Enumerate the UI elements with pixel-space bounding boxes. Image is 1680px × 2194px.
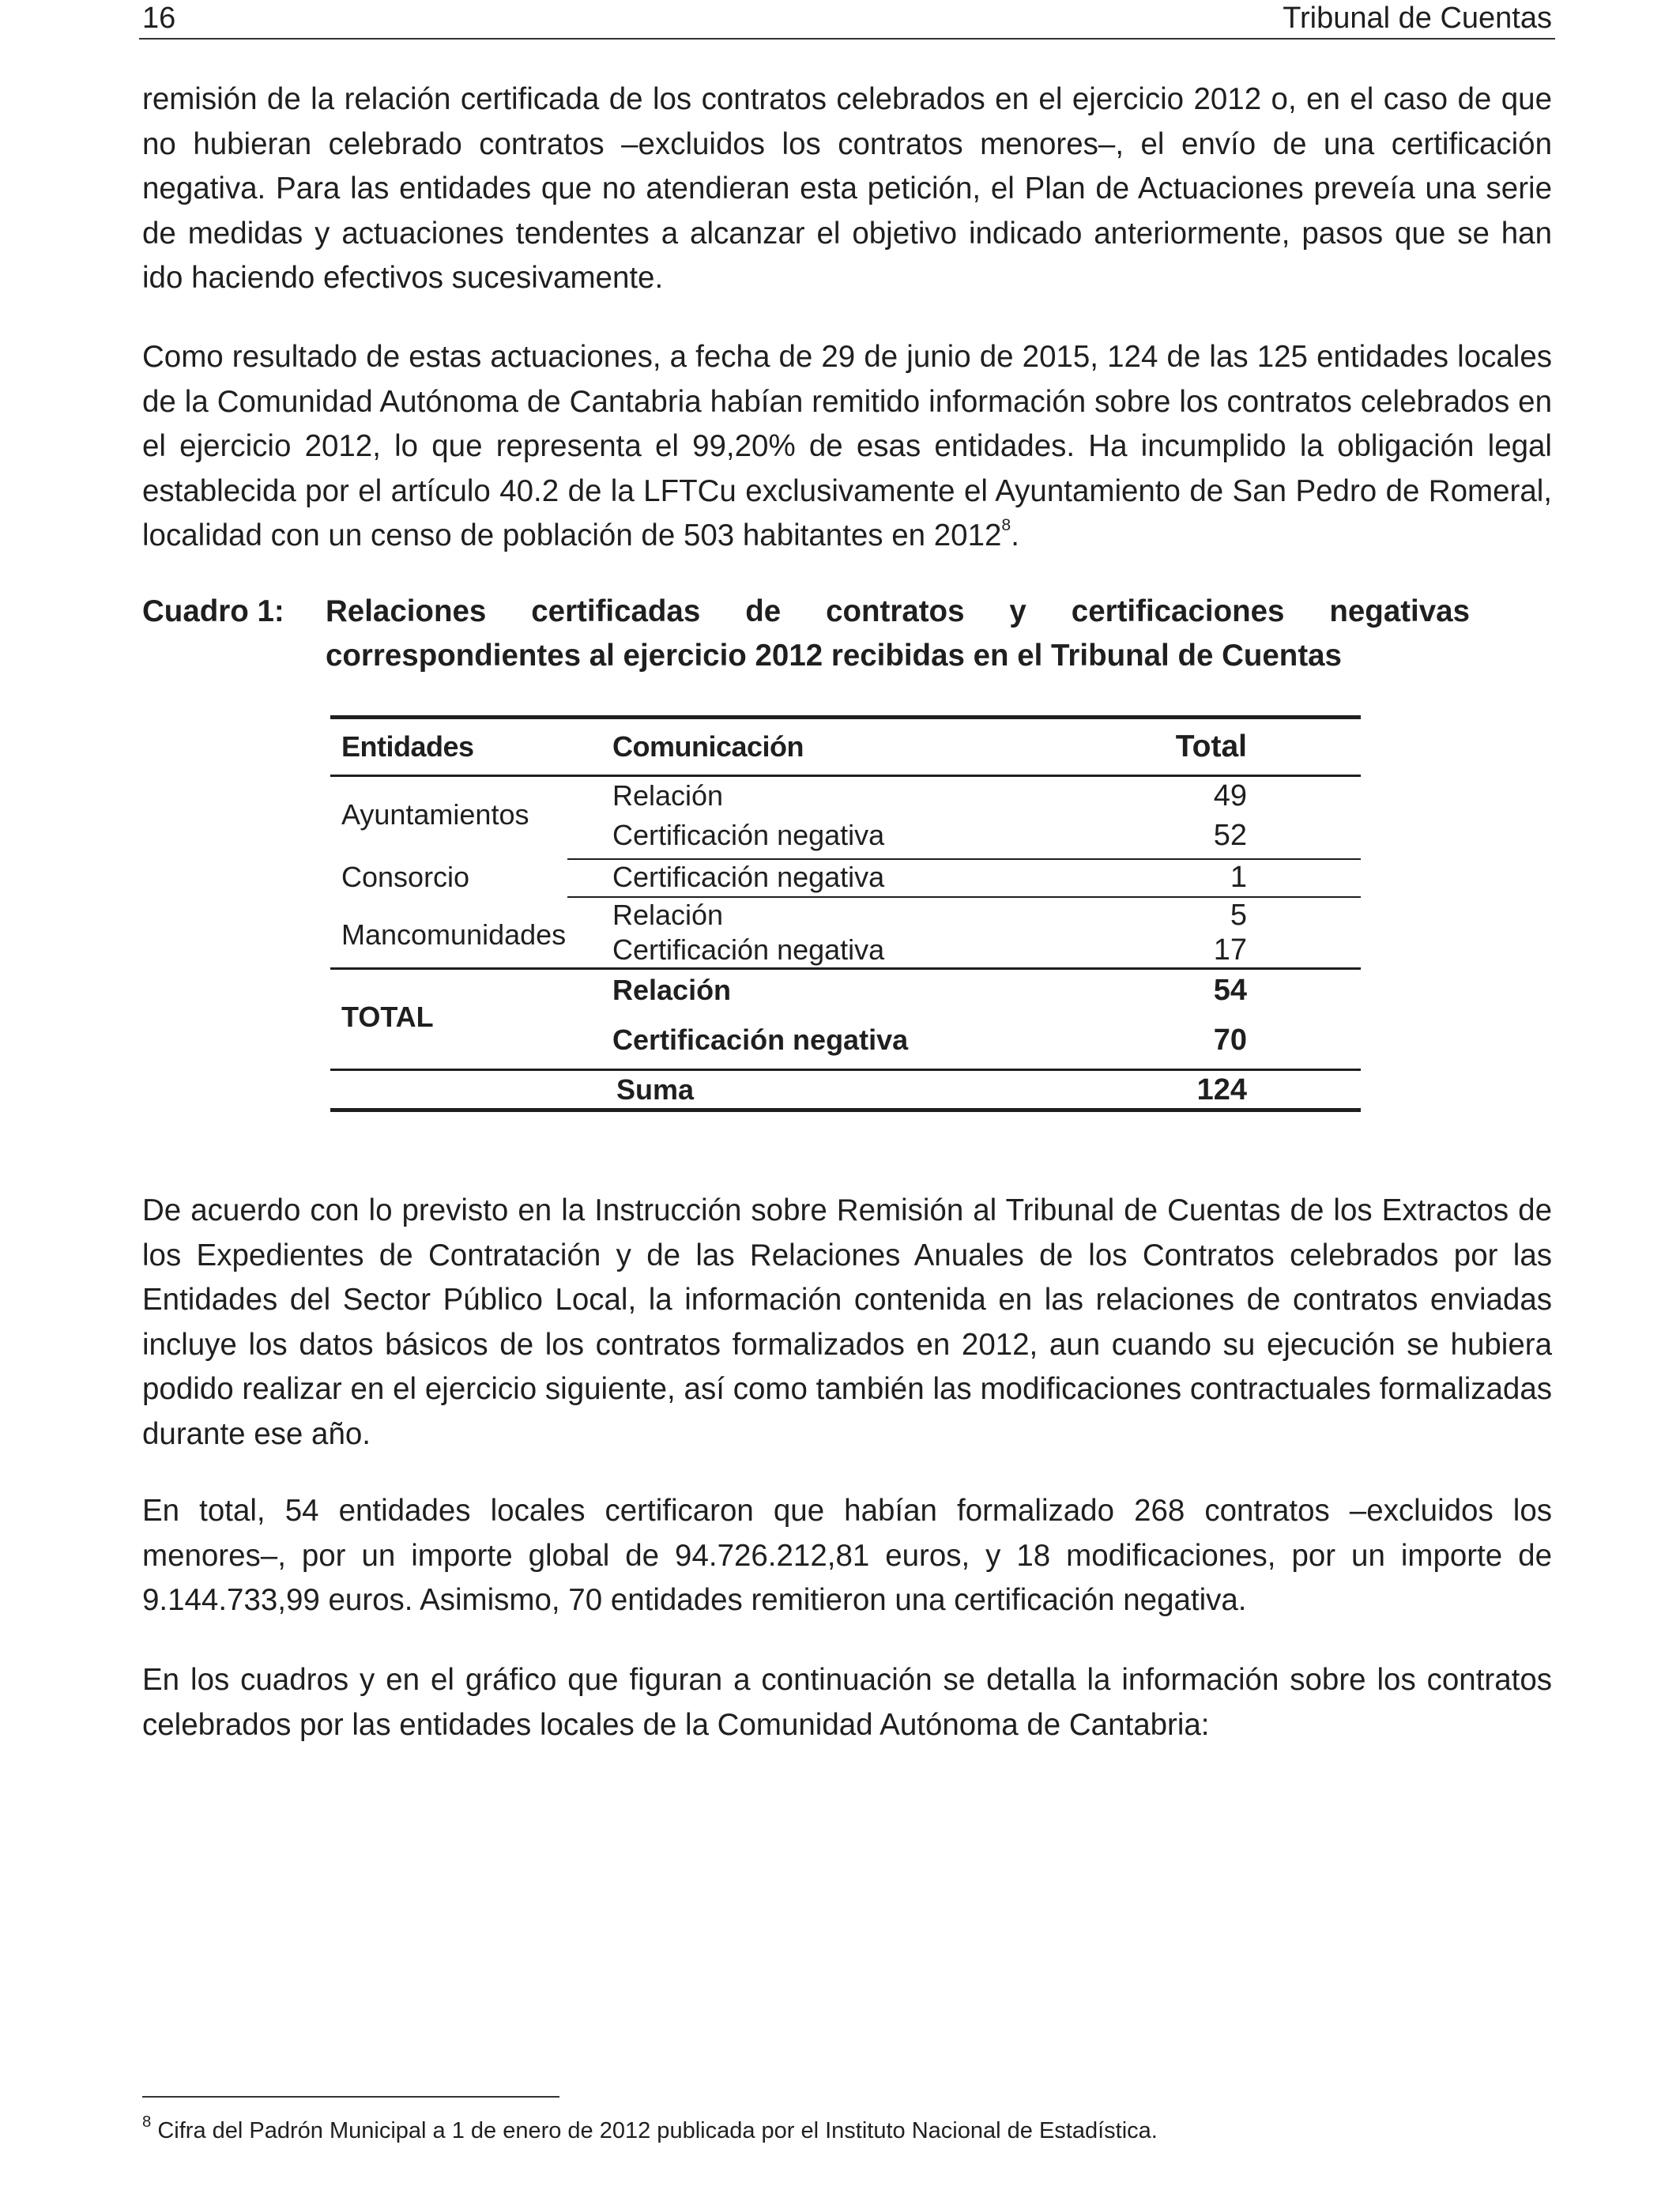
entity-consorcio: Consorcio (341, 861, 470, 893)
paragraph-2-end: . (1011, 518, 1019, 552)
footnote-ref[interactable]: 8 (1001, 515, 1011, 534)
total-relacion-value: 54 (1213, 974, 1247, 1007)
page-number: 16 (142, 2, 176, 35)
total-cell: 5 (1230, 899, 1247, 932)
suma-top-rule (330, 1069, 1361, 1071)
suma-value: 124 (1196, 1073, 1247, 1106)
total-top-rule (330, 967, 1361, 970)
caption-text: Relaciones certificadas de contratos y certificaciones negativas correspondientes al ejercicio 2012 recibidas en el Tribunal de Cuentas (326, 594, 1470, 673)
comunicacion-cell: Certificación negativa (612, 819, 885, 851)
paragraph-4: En total, 54 entidades locales certificaron que habían formalizado 268 contratos –excluidos los menores–, por un importe global de 94.726.212,81 euros, y 18 modificaciones, por un importe de 9.144.733,99 euros. Asimismo, 70 entidades remitieron una certificación negativa. (142, 1494, 1552, 1617)
suma-label: Suma (616, 1073, 695, 1106)
total-cell: 17 (1213, 933, 1247, 967)
header-entidades: Entidades (341, 730, 474, 763)
header-bottom-rule (330, 775, 1361, 777)
paragraph-3: De acuerdo con lo previsto en la Instrucción sobre Remisión al Tribunal de Cuentas de los Extractos de los Expedientes de Contratación y de las Relaciones Anuales de los Contratos celebrados por las Entidades del Sector Público Local, la información contenida en las relaciones de contratos enviadas incluye los datos básicos de los contratos formalizados en 2012, aun cuando su ejecución se hubiera podido realizar en el ejercicio siguiente, así como también las modificaciones contractuales formalizadas durante ese año. (142, 1193, 1552, 1451)
comunicacion-cell: Certificación negativa (612, 861, 885, 893)
table-bottom-rule (330, 1108, 1361, 1112)
paragraph-2 (142, 335, 1552, 559)
footnote (142, 2115, 1158, 2147)
header-comunicacion: Comunicación (612, 730, 804, 763)
table-top-rule (330, 715, 1361, 719)
footnote-text: Cifra del Padrón Municipal a 1 de enero de 2012 publicada por el Instituto Nacional de Estadística. (157, 2118, 1158, 2143)
comunicacion-cell: Relación (612, 899, 724, 931)
page-header (139, 0, 1555, 40)
total-cell: 52 (1213, 819, 1247, 852)
caption-label: Cuadro 1: (142, 594, 284, 628)
paragraph-5: En los cuadros y en el gráfico que figuran a continuación se detalla la información sobre los contratos celebrados por las entidades locales de la Comunidad Autónoma de Cantabria: (142, 1663, 1552, 1742)
comunicacion-cell: Certificación negativa (612, 933, 885, 966)
total-comunicacion-relacion: Relación (612, 974, 732, 1006)
contracts-table (330, 715, 1361, 1112)
footnote-number: 8 (142, 2113, 152, 2131)
total-cell: 1 (1230, 861, 1247, 894)
footnote-rule (142, 2096, 559, 2098)
header-total: Total (1175, 729, 1247, 763)
total-comunicacion-certificacion: Certificación negativa (612, 1023, 909, 1056)
total-cell: 49 (1213, 779, 1247, 812)
entity-ayuntamientos: Ayuntamientos (341, 798, 529, 831)
paragraph-1: remisión de la relación certificada de los contratos celebrados en el ejercicio 2012 o, en el caso de que no hubieran celebrado contratos –excluidos los contratos menores–, el envío de una certificación negativa. Para las entidades que no atendieran esta petición, el Plan de Actuaciones preveía una serie de medidas y actuaciones tendentes a alcanzar el objetivo indicado anteriormente, pasos que se han ido haciendo efectivos sucesivamente. (142, 82, 1552, 295)
running-title: Tribunal de Cuentas (1283, 2, 1552, 35)
entity-mancomunidades: Mancomunidades (341, 918, 567, 951)
total-certificacion-value: 70 (1213, 1023, 1247, 1057)
entity-total: TOTAL (341, 1001, 434, 1033)
paragraph-2-text: Como resultado de estas actuaciones, a fecha de 29 de junio de 2015, 124 de las 125 entidades locales de la Comunidad Autónoma de Cantabria habían remitido información sobre los contratos celebrados en el ejercicio 2012, lo que representa el 99,20% de esas entidades. Ha incumplido la obligación legal establecida por el artículo 40.2 de la LFTCu exclusivamente el Ayuntamiento de San Pedro de Romeral, localidad con un censo de población de 503 habitantes en 2012 (142, 340, 1552, 552)
comunicacion-cell: Relación (612, 779, 724, 812)
